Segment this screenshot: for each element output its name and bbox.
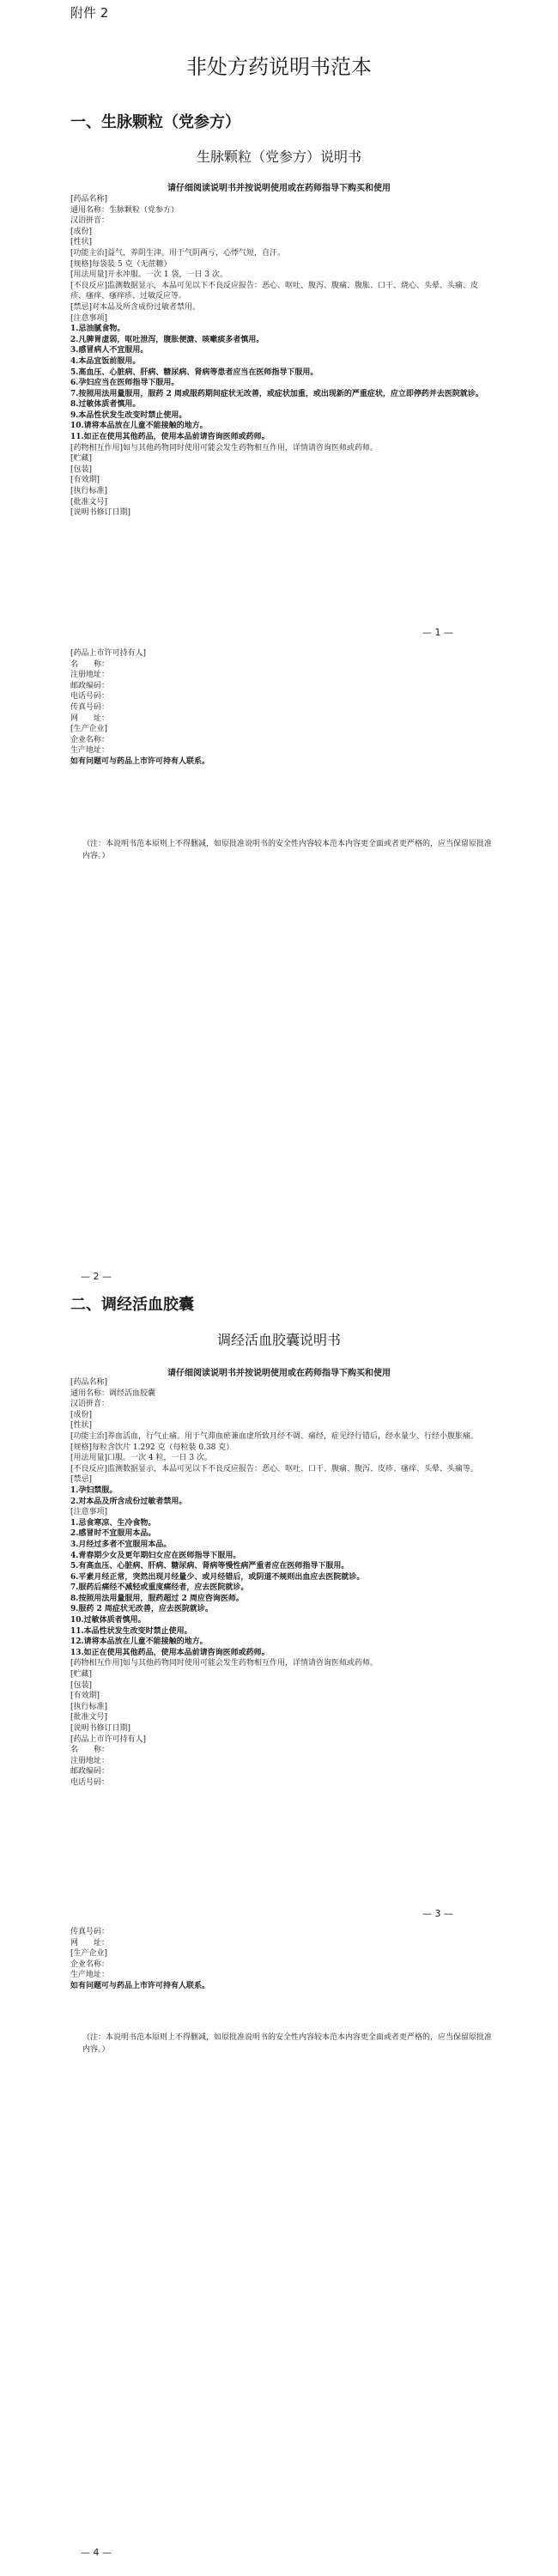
text-line: [生产企业] [70, 725, 108, 734]
text-line: 1.忌食寒凉、生冷食物。 [70, 1518, 156, 1528]
page-number-4: — 4 — [81, 2547, 112, 2558]
text-line: 名 称： [70, 659, 110, 669]
text-line: 9.本品性状发生改变时禁止使用。 [70, 410, 187, 420]
text-line: [功能主治]益气，养阴生津。用于气阴两亏，心悸气短，自汗。 [70, 248, 286, 258]
section-1-subtitle: 生脉颗粒（党参方）说明书 [196, 149, 361, 165]
page-number-2: — 2 — [81, 1271, 112, 1282]
text-line: 7.按照用法用量服用，服药 2 周或服药期间症状无改善，或症状加重，或出现新的严重症状，应立即停药并去医院就诊。 [70, 389, 483, 398]
text-line: [药物相互作用]如与其他药物同时使用可能会发生药物相互作用，详情请咨询医师或药师。 [70, 1659, 379, 1668]
text-line: [不良反应]监测数据显示，本品可见以下不良反应报告：恶心、呕吐、腹泻、腹痛、腹胀、口干、烧心、头晕、头痛、皮疹、瘙痒、瘙痒疹、过敏反应等。 [70, 281, 479, 301]
text-line: 传真号码： [70, 702, 110, 712]
text-line: 通用名称：调经活血胶囊 [70, 1388, 156, 1398]
text-line: 8.过敏体质者慎用。 [70, 400, 141, 410]
text-line: 7.服药后痛经不减轻或重度痛经者，应去医院就诊。 [70, 1583, 249, 1593]
text-line: [成份] [70, 1410, 93, 1419]
section-1-notice: 请仔细阅读说明书并按说明使用或在药师指导下购买和使用 [167, 184, 391, 193]
text-line: 11.如正在使用其他药品，使用本品前请咨询医师或药师。 [70, 433, 270, 442]
text-line: 如有问题可与药品上市许可持有人联系。 [70, 1981, 210, 1990]
annex-label: 附件 2 [70, 5, 109, 21]
text-line: 9.服药 2 周症状无改善，应去医院就诊。 [70, 1605, 213, 1614]
text-line: [性状] [70, 1421, 93, 1431]
text-line: [用法用量]开水冲服。一次 1 袋，一日 3 次。 [70, 270, 227, 280]
text-line: [规格]每袋装 5 克（无蔗糖） [70, 259, 172, 269]
text-line: 12.请将本品放在儿童不能接触的地方。 [70, 1637, 208, 1647]
text-line: 电话号码： [70, 692, 110, 702]
text-line: [用法用量]口服。一次 4 粒，一日 3 次。 [70, 1454, 212, 1463]
page-number-3: — 3 — [422, 1908, 453, 1919]
text-line: 6.孕妇应当在医师指导下服用。 [70, 379, 179, 388]
text-line: 13.如正在使用其他药品，使用本品前请咨询医师或药师。 [70, 1648, 270, 1657]
text-line: 10.过敏体质者慎用。 [70, 1616, 146, 1625]
text-line: 1.孕妇禁服。 [70, 1485, 118, 1495]
section-2-subtitle: 调经活血胶囊说明书 [216, 1332, 341, 1348]
text-line: [注意事项] [70, 1508, 108, 1517]
text-line: [性状] [70, 238, 93, 247]
text-line: 网 址： [70, 714, 110, 723]
section-2-body-continued [70, 1927, 489, 1992]
text-line: [药品名称] [70, 195, 108, 204]
main-title: 非处方药说明书范本 [186, 55, 372, 79]
text-line: 企业名称： [70, 1959, 110, 1969]
text-line: 通用名称：生脉颗粒（党参方） [70, 205, 179, 215]
text-line: [成份] [70, 227, 93, 236]
text-line: 汉语拼音： [70, 1400, 110, 1409]
text-line: [执行标准] [70, 487, 108, 496]
text-line: 生产地址： [70, 746, 110, 756]
text-line: 3.月经过多者不宜服用本品。 [70, 1540, 172, 1549]
text-line: 1.忌油腻食物。 [70, 325, 125, 334]
text-line: [有效期] [70, 476, 100, 485]
text-line: 2.对本品及所含成份过敏者禁用。 [70, 1497, 187, 1506]
text-line: [执行标准] [70, 1702, 108, 1711]
text-line: 5.高血压、心脏病、肝病、糖尿病、肾病等患者应当在医师指导下服用。 [70, 368, 318, 377]
text-line: [药品上市许可持有人] [70, 1735, 147, 1744]
text-line: 电话号码： [70, 1777, 110, 1787]
text-line: 4.青春期少女及更年期妇女应在医师指导下服用。 [70, 1551, 241, 1560]
text-line: 名 称： [70, 1746, 110, 1755]
section-1-footnote: （注：本说明书范本原则上不得删减，如原批准说明书的安全性内容较本范本内容更全面或者更严格的，应当保留原批准内容。） [82, 840, 493, 860]
text-line: [生产企业] [70, 1949, 108, 1959]
section-2-notice: 请仔细阅读说明书并按说明使用或在药师指导下购买和使用 [167, 1369, 391, 1378]
text-line: 传真号码： [70, 1928, 110, 1936]
text-line: [不良反应]监测数据显示，本品可见以下不良反应报告：恶心、呕吐、口干、腹痛、腹泻、皮疹、瘙痒、头晕、头痛等。 [70, 1464, 479, 1473]
section-1-body [70, 194, 489, 519]
text-line: [说明书修订日期] [70, 1724, 131, 1733]
text-line: 注册地址： [70, 671, 110, 680]
text-line: [药物相互作用]如与其他药物同时使用可能会发生药物相互作用，详情请咨询医师或药师。 [70, 443, 379, 453]
text-line: [药品名称] [70, 1378, 108, 1387]
text-line: [药品上市许可持有人] [70, 649, 147, 658]
text-line: 邮政编码： [70, 681, 110, 690]
text-line: 2.凡脾胃虚弱，呕吐泄泻，腹胀便溏、咳嗽痰多者慎用。 [70, 335, 264, 344]
text-line: 6.平素月经正常，突然出现月经量少、或月经错后，或阴道不规则出血应去医院就诊。 [70, 1572, 365, 1582]
page-number-1: — 1 — [422, 627, 453, 638]
text-line: [注意事项] [70, 313, 108, 323]
text-line: [规格]每粒含饮片 1.292 克（每粒装 0.38 克） [70, 1443, 234, 1452]
text-line: [贮藏] [70, 1670, 93, 1680]
text-line: 10.请将本品放在儿童不能接触的地方。 [70, 422, 208, 431]
section-2-heading: 二、调经活血胶囊 [70, 1296, 194, 1314]
text-line: 网 址： [70, 1938, 110, 1947]
text-line: [有效期] [70, 1692, 100, 1701]
text-line: [功能主治]养血活血，行气止痛。用于气滞血瘀兼血虚所致月经不调、痛经，症见经行错后，经水量少、行经小腹胀痛。 [70, 1431, 479, 1441]
text-line: 2.感冒时不宜服用本品。 [70, 1529, 156, 1539]
text-line: 3.感冒病人不宜服用。 [70, 346, 149, 355]
text-line: 邮政编码： [70, 1767, 110, 1777]
text-line: 5.有高血压、心脏病、肝病、糖尿病、肾病等慢性病严重者应在医师指导下服用。 [70, 1562, 349, 1571]
section-2-footnote: （注：本说明书范本原则上不得删减，如原批准说明书的安全性内容较本范本内容更全面或者更严格的，应当保留原批准内容。） [82, 2033, 493, 2054]
text-line: 8.按照用法用量服用，服药超过 2 周应咨询医师。 [70, 1594, 244, 1603]
section-1-heading: 一、生脉颗粒（党参方） [70, 113, 240, 131]
text-line: [包装] [70, 1680, 93, 1690]
text-line: [包装] [70, 465, 93, 474]
text-line: [贮藏] [70, 454, 93, 464]
text-line: [说明书修订日期] [70, 508, 131, 518]
text-line: 汉语拼音： [70, 216, 110, 226]
text-line: 如有问题可与药品上市许可持有人联系。 [70, 756, 210, 766]
text-line: 注册地址： [70, 1756, 110, 1765]
section-2-body [70, 1377, 489, 1789]
text-line: [禁忌] [70, 1475, 93, 1485]
text-line: 4.本品宜饭前服用。 [70, 356, 141, 366]
text-line: [批准文号] [70, 1713, 108, 1722]
text-line: [批准文号] [70, 497, 108, 507]
text-line: 企业名称： [70, 735, 110, 744]
text-line: [禁忌]对本品及所含成份过敏者禁用。 [70, 302, 201, 312]
text-line: 生产地址： [70, 1971, 110, 1980]
text-line: 11.本品性状发生改变时禁止使用。 [70, 1626, 192, 1636]
section-1-body-continued [70, 648, 489, 768]
